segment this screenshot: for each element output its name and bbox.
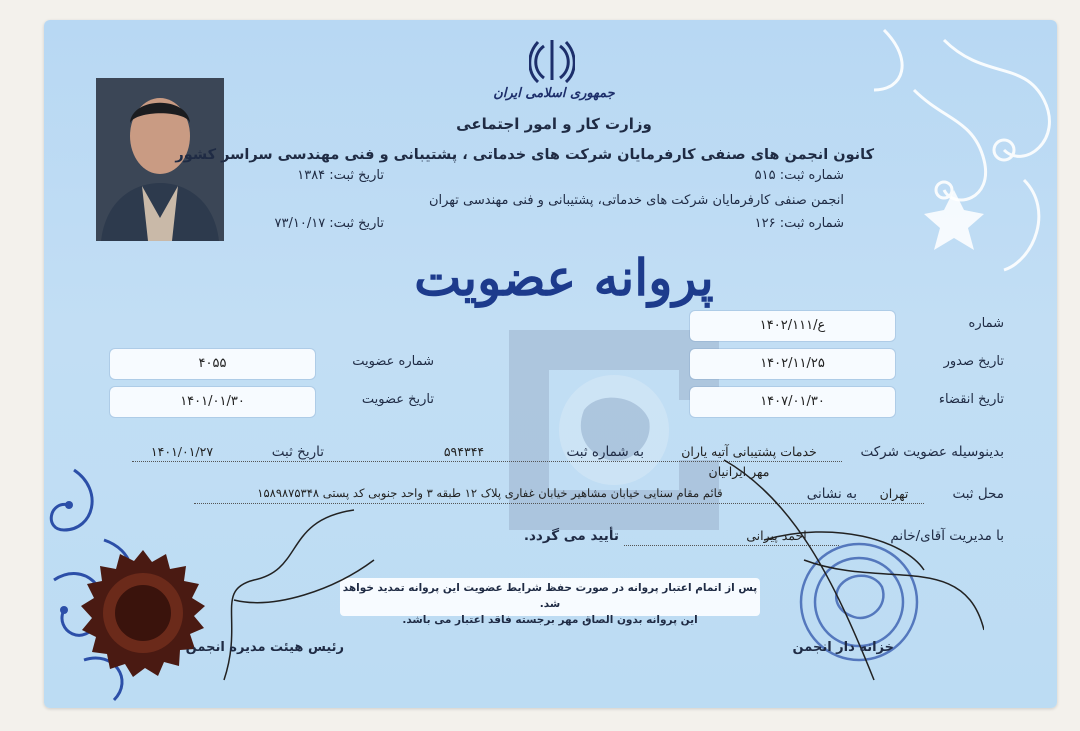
iran-emblem-icon (529, 36, 575, 86)
company-name-continued: مهر ایرانیان (708, 464, 770, 479)
reg-date-label: تاریخ ثبت (271, 444, 324, 460)
board-chair-signature (185, 500, 514, 708)
manager-value: احمد پیرانی (746, 528, 807, 543)
place-label: محل ثبت (952, 486, 1004, 502)
expiry-date-label: تاریخ انقضاء (938, 392, 1004, 407)
address-value: قائم مقام سنایی خیابان مشاهیر خیابان غفاری پلاک ۱۲ طبقه ۳ واحد جنوبی کد پستی ۱۵۸۹۸۷۵۳۴۸ (257, 486, 723, 500)
issue-date-label: تاریخ صدور (943, 354, 1004, 369)
notice-line-2: این پروانه بدون الصاق مهر برجسته فاقد اعتبار می باشد. (402, 614, 698, 626)
floral-ornament (824, 20, 1057, 320)
certificate-title: پروانه عضویت (414, 248, 714, 307)
expiry-date-field: ۱۴۰۷/۰۱/۳۰ (690, 387, 895, 417)
embossed-seal (78, 548, 208, 678)
address-label: به نشانی (806, 486, 857, 502)
treasurer-label: خزانه دار انجمن (792, 640, 894, 655)
treasurer-signature (684, 440, 984, 700)
number-label: شماره (968, 316, 1004, 331)
national-association-name: کانون انجمن های صنفی کارفرمایان شرکت های خدماتی ، پشتیبانی و فنی مهندسی سراسر کشور (175, 147, 874, 163)
national-reg-date: تاریخ ثبت: ۱۳۸۴ (297, 168, 384, 183)
membership-date-field: ۱۴۰۱/۰۱/۳۰ (110, 387, 315, 417)
place-value: تهران (879, 486, 909, 501)
membership-date-label: تاریخ عضویت (361, 392, 434, 407)
reg-number-value: ۵۹۴۳۴۴ (443, 444, 485, 459)
company-name: خدمات پشتیبانی آتیه یاران (681, 444, 817, 459)
manager-label: با مدیریت آقای/خانم (890, 528, 1004, 544)
membership-certificate (44, 20, 1057, 708)
number-field: ۱۴۰۲/ع/۱۱۱ (690, 311, 895, 341)
reg-date-value: ۱۴۰۱/۰۱/۲۷ (150, 444, 214, 459)
tehran-reg-number: شماره ثبت: ۱۲۶ (754, 216, 844, 231)
issue-date-field: ۱۴۰۲/۱۱/۲۵ (690, 349, 895, 379)
membership-number-field: ۴۰۵۵ (110, 349, 315, 379)
republic-name: جمهوری اسلامی ایران (493, 86, 615, 101)
national-reg-number: شماره ثبت: ۵۱۵ (754, 168, 844, 183)
membership-number-label: شماره عضویت (352, 354, 434, 369)
tehran-reg-date: تاریخ ثبت: ۷۳/۱۰/۱۷ (274, 216, 384, 231)
confirm-text: تأیید می گردد. (523, 528, 619, 544)
tehran-association-name: انجمن صنفی کارفرمایان شرکت های خدماتی، پشتیبانی و فنی مهندسی تهران (428, 193, 844, 208)
reg-number-label: به شماره ثبت (566, 444, 644, 460)
ministry-name: وزارت کار و امور اجتماعی (456, 115, 652, 133)
board-chair-label: رئیس هیئت مدیره انجمن (185, 640, 344, 655)
body-prefix: بدینوسیله عضویت شرکت (860, 444, 1004, 460)
notice-line-1: پس از اتمام اعتبار پروانه در صورت حفظ شرایط عضویت این پروانه تمدید خواهد شد. (342, 582, 758, 610)
